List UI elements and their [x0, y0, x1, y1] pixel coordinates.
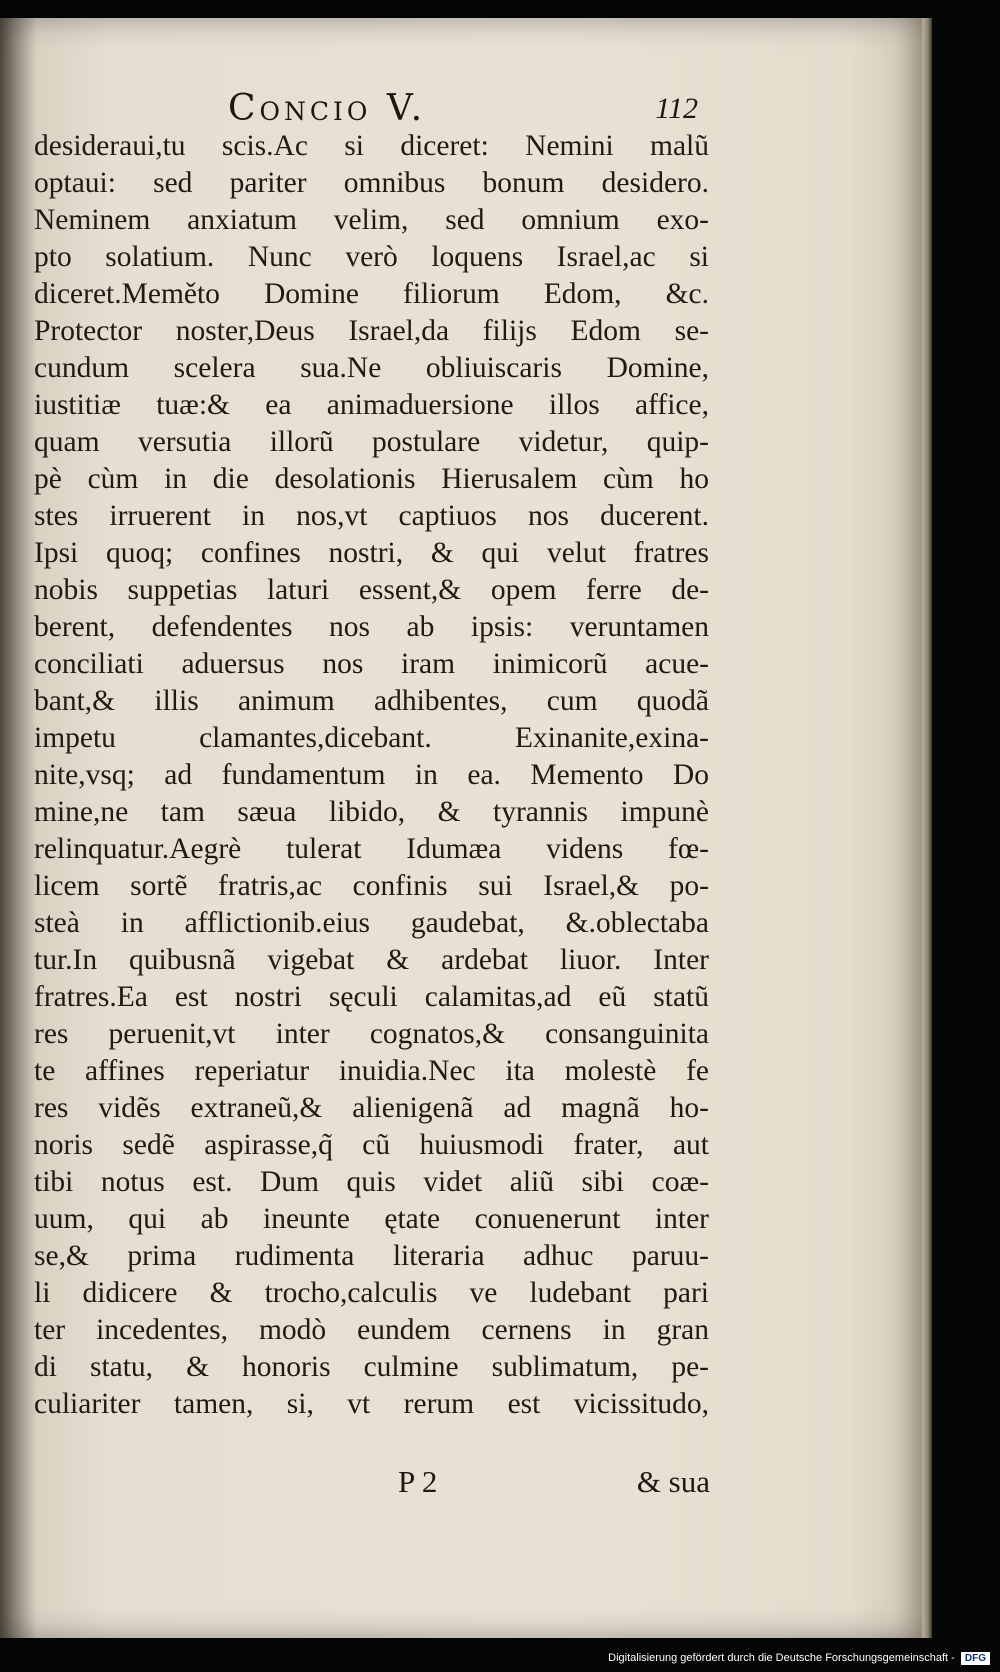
text-line: tibi notus est. Dum quis videt aliũ sibi coæ- — [34, 1166, 709, 1198]
text-line: quam versutia illorũ postulare videtur, quip- — [34, 426, 709, 458]
text-line: Neminem anxiatum velim, sed omnium exo- — [34, 204, 709, 236]
page-edge — [922, 18, 932, 1638]
text-line: di statu, & honoris culmine sublimatum, pe- — [34, 1351, 709, 1383]
text-line: steà in afflictionib.eius gaudebat, &.oblectaba — [34, 907, 709, 939]
text-line: optaui: sed pariter omnibus bonum desidero. — [34, 167, 709, 199]
text-line: te affines reperiatur inuidia.Nec ita molestè fe — [34, 1055, 709, 1087]
text-line: res vidẽs extraneũ,& alienigenã ad magnã ho- — [34, 1092, 709, 1124]
text-line: berent, defendentes nos ab ipsis: veruntamen — [34, 611, 709, 643]
text-line: res peruenit,vt inter cognatos,& consanguinita — [34, 1018, 709, 1050]
text-line: noris sedẽ aspirasse,q̃ cũ huiusmodi frater, aut — [34, 1129, 709, 1161]
text-line: culiariter tamen, si, vt rerum est vicissitudo, — [34, 1388, 709, 1420]
text-line: se,& prima rudimenta literaria adhuc paruu- — [34, 1240, 709, 1272]
text-line: pto solatium. Nunc verò loquens Israel,ac si — [34, 241, 709, 273]
body-text — [34, 128, 709, 1423]
text-line: relinquatur.Aegrè tulerat Idumæa videns fœ- — [34, 833, 709, 865]
text-line: Ipsi quoq; confines nostri, & qui velut fratres — [34, 537, 709, 569]
text-line: stes irruerent in nos,vt captiuos nos ducerent. — [34, 500, 709, 532]
text-line: tur.In quibusnã vigebat & ardebat liuor. Inter — [34, 944, 709, 976]
text-line: ter incedentes, modò eundem cernens in gran — [34, 1314, 709, 1346]
text-line: iustitiæ tuæ:& ea animaduersione illos affice, — [34, 389, 709, 421]
dfg-logo-icon: DFG — [961, 1652, 990, 1665]
text-line: pè cùm in die desolationis Hierusalem cùm ho — [34, 463, 709, 495]
text-line: diceret.Meměto Domine filiorum Edom, &c. — [34, 278, 709, 310]
text-line: li didicere & trocho,calculis ve ludebant pari — [34, 1277, 709, 1309]
text-line: Protector noster,Deus Israel,da filijs Edom se- — [34, 315, 709, 347]
text-line: desideraui,tu scis.Ac si diceret: Nemini malũ — [34, 130, 709, 162]
running-title: Concio V. — [228, 88, 427, 129]
text-line: bant,& illis animum adhibentes, cum quodã — [34, 685, 709, 717]
page-number: 112 — [655, 92, 698, 125]
text-line: licem sortẽ fratris,ac confinis sui Israel,& po- — [34, 870, 709, 902]
text-line: nite,vsq; ad fundamentum in ea. Memento Do — [34, 759, 709, 791]
catchword: & sua — [636, 1464, 710, 1499]
page-footer — [398, 1464, 710, 1504]
text-line: fratres.Ea est nostri sęculi calamitas,ad eũ statũ — [34, 981, 709, 1013]
signature-mark: P 2 — [398, 1464, 438, 1499]
credit-text: Digitalisierung gefördert durch die Deutsche Forschungsgemeinschaft - — [608, 1652, 955, 1664]
text-line: impetu clamantes,dicebant. Exinanite,exina- — [34, 722, 709, 754]
text-line: uum, qui ab ineunte ętate conuenerunt inter — [34, 1203, 709, 1235]
digitization-credit — [608, 1652, 990, 1665]
text-line: nobis suppetias laturi essent,& opem ferre de- — [34, 574, 709, 606]
text-line: cundum scelera sua.Ne obliuiscaris Domine, — [34, 352, 709, 384]
text-line: mine,ne tam sæua libido, & tyrannis impunè — [34, 796, 709, 828]
text-line: conciliati aduersus nos iram inimicorũ acue- — [34, 648, 709, 680]
